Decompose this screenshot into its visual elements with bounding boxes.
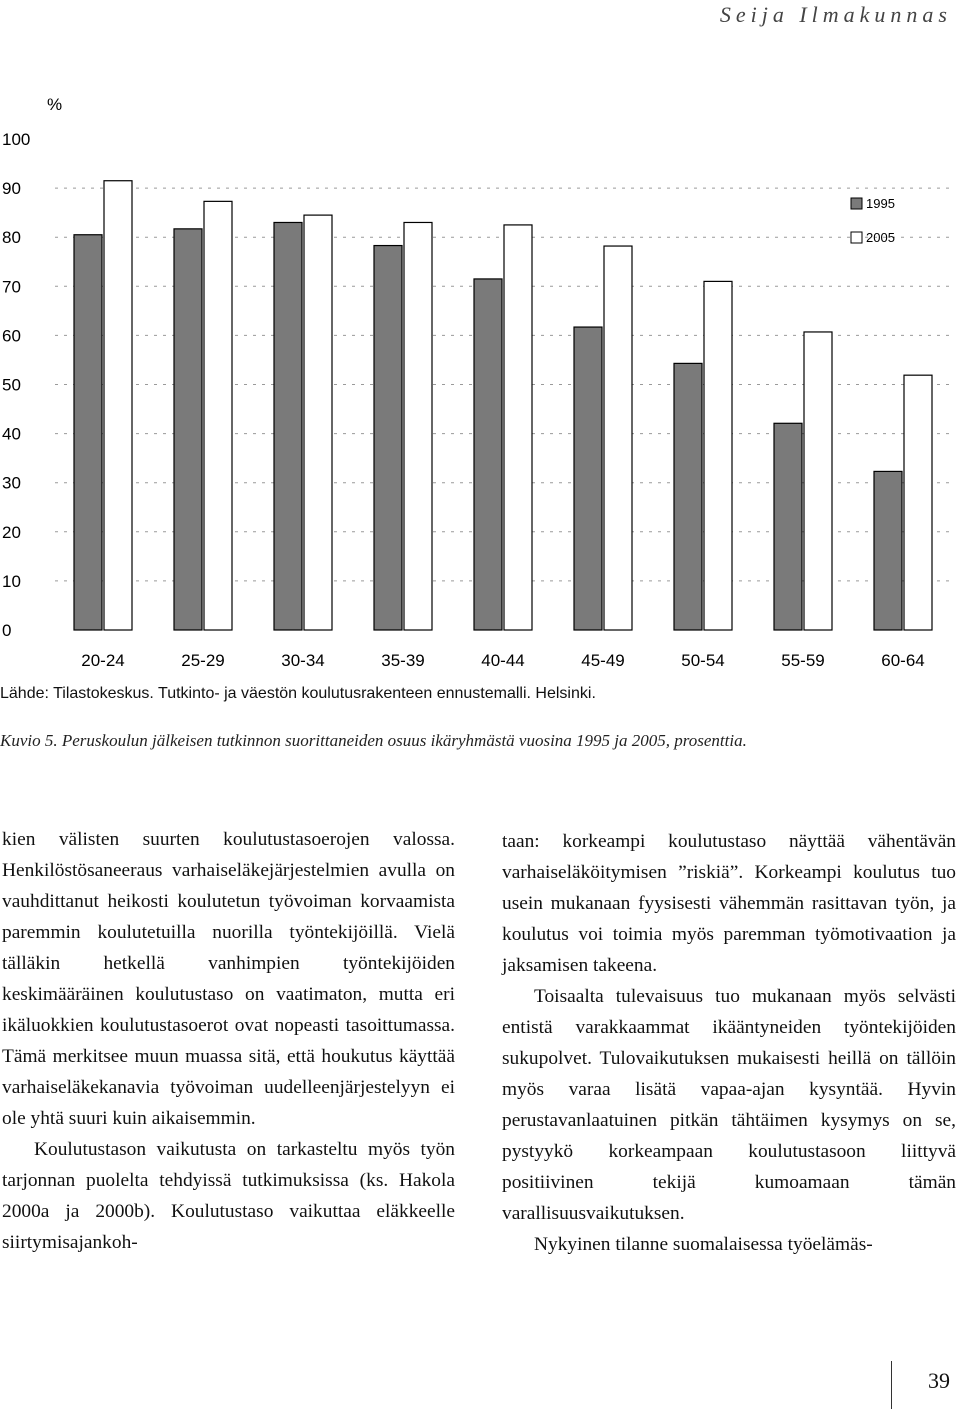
y-tick-label: 60: [2, 326, 21, 346]
bar-1995-60-64: [874, 471, 902, 630]
y-axis-ticks: [2, 130, 30, 640]
bar-2005-60-64: [904, 375, 932, 630]
bar-2005-35-39: [404, 222, 432, 630]
bar-2005-45-49: [604, 246, 632, 630]
bar-1995-55-59: [774, 423, 802, 630]
x-tick-label: 60-64: [881, 651, 925, 670]
legend-swatch-1995: [851, 198, 862, 209]
x-tick-label: 30-34: [281, 651, 325, 670]
bar-2005-40-44: [504, 225, 532, 630]
footer-rule: [891, 1361, 892, 1409]
y-tick-label: 100: [2, 130, 31, 149]
x-tick-label: 35-39: [381, 651, 425, 670]
bar-1995-30-34: [274, 222, 302, 630]
bar-1995-50-54: [674, 363, 702, 630]
bar-2005-50-54: [704, 281, 732, 630]
bar-1995-35-39: [374, 246, 402, 630]
bar-1995-20-24: [74, 235, 102, 630]
chart-bars: [74, 181, 932, 630]
running-title: Seija Ilmakunnas: [719, 2, 952, 27]
x-tick-label: 20-24: [81, 651, 125, 670]
page-number: 39: [928, 1368, 950, 1393]
chart-legend: [851, 196, 895, 245]
bar-1995-25-29: [174, 229, 202, 630]
y-tick-label: 20: [2, 522, 21, 542]
y-tick-label: 10: [2, 571, 21, 591]
bar-chart: [0, 80, 960, 680]
figure-caption: Kuvio 5. Peruskoulun jälkeisen tutkinnon suorittaneiden osuus ikäryhmästä vuosina 1995 ja 2005, prosenttia.: [0, 731, 747, 750]
x-tick-label: 25-29: [181, 651, 225, 670]
bar-2005-25-29: [204, 201, 232, 630]
x-tick-label: 45-49: [581, 651, 625, 670]
y-tick-label: 70: [2, 277, 21, 297]
bar-1995-45-49: [574, 327, 602, 630]
bar-2005-55-59: [804, 332, 832, 630]
paragraph: taan: korkeampi koulutustaso näyttää vähentävän varhaiseläköitymisen ”riskiä”. Korkeampi koulutus tuo usein mukanaan fyysisesti vähemmän rasittavan työn, ja koulutus voi toimia myös paremman työmotivaation ja jaksamisen takeena.: [502, 831, 956, 976]
y-tick-label: 80: [2, 228, 21, 248]
x-axis-ticks: [81, 651, 924, 670]
paragraph: kien välisten suurten koulutustasoerojen valossa. Henkilöstösaneeraus varhaiseläkejärjestelmien avulla on vauhdittanut heikosti koulutetun työvoiman korvaamista paremmin koulutetuilla nuorilla työntekijöillä. Vielä tälläkin hetkellä vanhimpien työntekijöiden keskimääräinen koulutustaso on vaatimaton, mutta eri ikäluokkien koulutustasoerot ovat nopeasti tasoittumassa. Tämä merkitsee muun muassa sitä, että houkutus käyttää varhaiseläkekanavia työvoiman uudelleenjärjestelyyn ei ole yhtä suuri kuin aikaisemmin.: [2, 829, 455, 1129]
paragraph: Koulutustason vaikutusta on tarkasteltu myös työn tarjonnan puolelta tehdyissä tutkimuksissa (ks. Hakola 2000a ja 2000b). Koulutustaso vaikuttaa eläkkeelle siirtymisajankoh-: [2, 1139, 455, 1253]
y-axis-label: %: [47, 95, 63, 114]
y-tick-label: 30: [2, 473, 21, 493]
y-tick-label: 50: [2, 375, 21, 395]
x-tick-label: 40-44: [481, 651, 525, 670]
legend-swatch-2005: [851, 232, 862, 243]
legend-label-1995: 1995: [866, 196, 895, 211]
y-tick-label: 40: [2, 424, 21, 444]
bar-1995-40-44: [474, 279, 502, 630]
y-tick-label: 90: [2, 179, 21, 199]
legend-label-2005: 2005: [866, 230, 895, 245]
chart-source: Lähde: Tilastokeskus. Tutkinto- ja väestön koulutusrakenteen ennustemalli. Helsinki.: [0, 685, 596, 702]
body-column-right: [502, 826, 956, 1260]
y-tick-label: 0: [2, 621, 12, 640]
x-tick-label: 55-59: [781, 651, 825, 670]
bar-2005-20-24: [104, 181, 132, 630]
bar-2005-30-34: [304, 215, 332, 630]
x-tick-label: 50-54: [681, 651, 725, 670]
paragraph: Nykyinen tilanne suomalaisessa työelämäs-: [534, 1234, 873, 1255]
paragraph: Toisaalta tulevaisuus tuo mukanaan myös selvästi entistä varakkaammat ikääntyneiden työntekijöiden sukupolvet. Tulovaikutuksen mukaisesti heillä on tällöin myös varaa lisätä vapaa-ajan kysyntää. Hyvin perustavanlaatuinen pitkän tähtäimen kysymys on se, pystyykö korkeampaan koulutustasoon liittyvä positiivinen tekijä kumoamaan tämän varallisuusvaikutuksen.: [502, 986, 956, 1224]
body-column-left: [2, 824, 455, 1258]
